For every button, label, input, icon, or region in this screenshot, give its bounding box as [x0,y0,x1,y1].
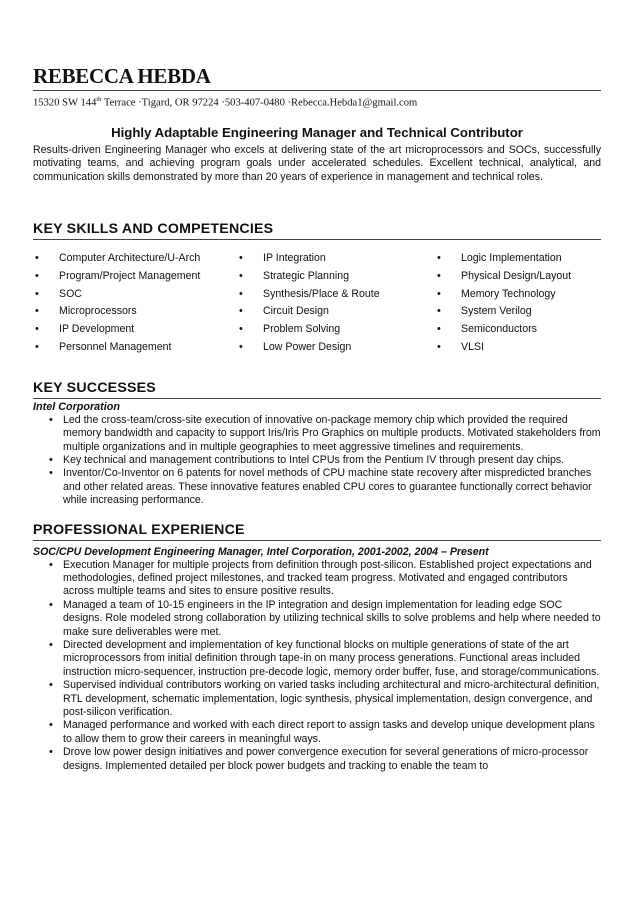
skill-item: • Personnel Management [33,339,237,357]
section-divider [33,540,601,541]
resume-header [33,64,601,111]
skill-item: • Physical Design/Layout [435,268,571,286]
skill-item: • Low Power Design [237,339,435,357]
professional-headline: Highly Adaptable Engineering Manager and Technical Contributor [111,124,523,140]
address-rest: Terrace ·Tigard, OR 97224 ·503-407-0480 ·Rebecca.Hebda1@gmail.com [101,97,418,109]
skill-item: • System Verilog [435,303,571,321]
experience-item: • Execution Manager for multiple projects from definition through post-silicon. Established project expectations and methodologies, defined project milestones, and tracked team progress. Motivated and engaged contributors across multiple teams and sites to ensure positive results. [33,559,601,599]
skills-grid [33,250,601,357]
success-item: • Led the cross-team/cross-site execution of innovative on-package memory chip which provided the required memory bandwidth and capacity to support Iris/Iris Pro Graphics on multiple products. Motivated stakeholders from multiple organizations and in multiple geographies to meet aggressive timelines and requirements. [33,414,601,454]
experience-title: PROFESSIONAL EXPERIENCE [33,521,245,538]
job-role: SOC/CPU Development Engineering Manager, Intel Corporation, 2001-2002, 2004 – Present [33,545,489,558]
candidate-name: REBECCA HEBDA [33,64,211,88]
experience-item: • Drove low power design initiatives and power convergence execution for several generations of micro-processor designs. Implemented detailed per block power budgets and tracking to enable the team to [33,746,601,773]
successes-title: KEY SUCCESSES [33,379,156,396]
experience-section [33,522,601,774]
skill-item: • IP Development [33,321,237,339]
skill-item: • IP Integration [237,250,435,268]
skill-item: • Problem Solving [237,321,435,339]
skill-item: • SOC [33,286,237,304]
skill-item: • Microprocessors [33,303,237,321]
skill-item: • Memory Technology [435,286,571,304]
skills-column [33,250,237,357]
skill-item: • Circuit Design [237,303,435,321]
skill-item: • Program/Project Management [33,268,237,286]
section-divider [33,239,601,240]
skills-title: KEY SKILLS AND COMPETENCIES [33,220,274,237]
successes-list [33,414,601,508]
success-item: • Inventor/Co-Inventor on 6 patents for novel methods of CPU machine state recovery after mispredicted branches and other related areas. These innovative features enabled CPU cores to guarantee functionally correct behavior while increasing performance. [33,467,601,507]
resume-page [33,64,601,773]
experience-item: • Supervised individual contributors working on varied tasks including architectural and micro-architectural definition, RTL development, schematic implementation, logic synthesis, physical implementation, design convergence, and post-silicon verification. [33,679,601,719]
skill-item: • Strategic Planning [237,268,435,286]
skill-item: • Computer Architecture/U-Arch [33,250,237,268]
contact-info [33,93,601,111]
address-ordinal: th [96,96,102,103]
section-divider [33,398,601,399]
header-divider [33,90,601,91]
professional-summary: Results-driven Engineering Manager who excels at delivering state of the art microprocessors and SOCs, successfully motivating teams, and achieving program goals under accelerated schedules. Excellent technical, analytical, and communication skills demonstrated by more than 20 years of experience in management and technical roles. [33,143,601,184]
skill-item: • Semiconductors [435,321,571,339]
experience-list [33,559,601,774]
company-name: Intel Corporation [33,400,120,413]
skills-column [237,250,435,357]
experience-item: • Managed a team of 10-15 engineers in the IP integration and design implementation for leading edge SOC designs. Role modeled strong collaboration by utilizing technical skills to solve problems and help where needed to make sure deliverables were met. [33,599,601,639]
skill-item: • Synthesis/Place & Route [237,286,435,304]
successes-section [33,380,601,508]
skills-section [33,221,601,357]
experience-item: • Directed development and implementation of key functional blocks on multiple generations of state of the art microprocessors from initial definition through tape-in on many process generations. Functional areas included instruction micro-sequencer, instruction pre-decode logic, memory order buffer, fuse, and storage/communications. [33,639,601,679]
skills-column [435,250,571,357]
success-item: • Key technical and management contributions to Intel CPUs from the Pentium IV through present day chips. [33,454,601,467]
address-street: 15320 SW 144 [33,97,97,109]
experience-item: • Managed performance and worked with each direct report to assign tasks and develop unique development plans to allow them to grow their careers in meaningful ways. [33,719,601,746]
skill-item: • Logic Implementation [435,250,571,268]
skill-item: • VLSI [435,339,571,357]
